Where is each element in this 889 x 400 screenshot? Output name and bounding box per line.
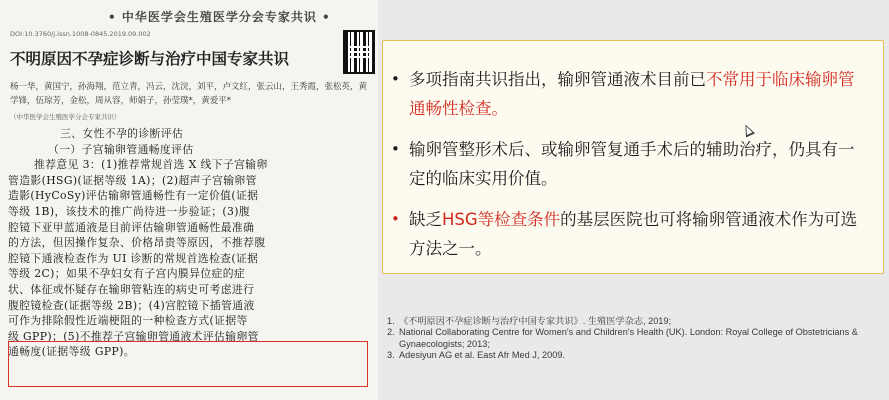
- body-line: 腹腔镜检查(证据等级 2B)；(4)宫腔镜下插管通液: [8, 298, 255, 312]
- bullet-text: 的基层医院也可将输卵管通液术作为可选方法之一。: [409, 210, 858, 258]
- journal-header: • 中华医学会生殖医学分会专家共识 •: [108, 10, 331, 24]
- bullet-item: [391, 65, 869, 123]
- bullet-icon: •: [391, 210, 400, 228]
- bullet-text: 输卵管整形术后、或输卵管复通手术后的辅助治疗，仍具有一定的临床实用价值。: [409, 140, 855, 188]
- bullet-icon: •: [391, 140, 400, 158]
- subsection-heading: （一）子宫输卵管通畅度评估: [48, 142, 194, 156]
- doi-line: DOI:10.3760/j.issn.1008-0845.2019.09.002: [10, 30, 151, 38]
- key-points-panel: [382, 40, 884, 274]
- bullet-item: [391, 205, 869, 263]
- reference-number: 2.: [387, 327, 395, 338]
- body-line: 造影(HyCoSy)评估输卵管通畅性有一定价值(证据: [8, 189, 259, 203]
- bullet-icon: •: [391, 70, 400, 88]
- body-line: 的方法，但因操作复杂、价格昂贵等原因，不推荐腹: [8, 236, 266, 250]
- reference-text: 《不明原因不孕症诊断与治疗中国专家共识》. 生殖医学杂志, 2019;: [399, 316, 672, 326]
- body-line: 腔镜下通液检查作为 UI 诊断的常规首选检查(证据: [8, 251, 259, 265]
- body-line: 通畅度(证据等级 GPP)。: [8, 345, 135, 359]
- body-line: 等级 2C)；如果不孕妇女有子宫内膜异位症的症: [8, 267, 246, 281]
- article-excerpt-image: [0, 0, 378, 400]
- body-line: 状、体征或怀疑存在输卵管粘连的病史可考虑进行: [8, 282, 255, 296]
- body-line: 管造影(HSG)(证据等级 1A)；(2)超声子宫输卵管: [8, 173, 257, 187]
- body-line: 推荐意见 3：(1)推荐常规首选 X 线下子宫输卵: [34, 158, 268, 172]
- reference-text: National Collaborating Centre for Women's and Children's Health (UK). London: Royal College of Obstetricians & Gynaecologists; 2013;: [399, 327, 858, 349]
- reference-list: [387, 316, 867, 362]
- recommendation-text: [8, 126, 368, 360]
- reference-item: [387, 350, 867, 361]
- bullet-text: 缺乏: [409, 210, 442, 229]
- reference-text: Adesiyun AG et al. East Afr Med J, 2009.: [399, 350, 565, 361]
- body-line: 可作为排除假性近端梗阻的一种检查方式(证据等: [8, 314, 248, 328]
- reference-number: 1.: [387, 316, 395, 326]
- highlight-box: [8, 341, 368, 387]
- section-heading: 三、女性不孕的诊断评估: [60, 127, 184, 140]
- bullet-highlight-text: HSG等检查条件: [442, 210, 561, 229]
- bullet-highlight-text: 不常用于临床输卵管通畅性检查。: [409, 70, 855, 118]
- article-title: 不明原因不孕症诊断与治疗中国专家共识: [10, 50, 290, 68]
- author-list: 杨一华，黄国宁，孙海翔，范立青，冯云，沈浣，刘平，卢文红，张云山，王秀霞，张松英，黄学锋，伍琼芳，金松，周从容，师娟子，孙莹璞*，黄爱平*: [10, 82, 368, 106]
- bullet-item: [391, 135, 869, 193]
- qr-code-icon: [345, 32, 373, 72]
- reference-number: 3.: [387, 350, 395, 361]
- reference-item: [387, 316, 867, 327]
- body-line: 等级 1B)，该技术的推广尚待进一步验证；(3)腹: [8, 204, 251, 218]
- affiliation: （中华医学会生殖医学分会专家共识）: [10, 113, 121, 121]
- body-line: 腔镜下亚甲蓝通液是目前评估输卵管通畅性最准确: [8, 220, 255, 234]
- bullet-text: 多项指南共识指出，输卵管通液术目前已: [409, 70, 706, 89]
- body-line: 级 GPP)；(5)不推荐子宫输卵管通液术评估输卵管: [8, 329, 259, 343]
- reference-item: [387, 327, 867, 350]
